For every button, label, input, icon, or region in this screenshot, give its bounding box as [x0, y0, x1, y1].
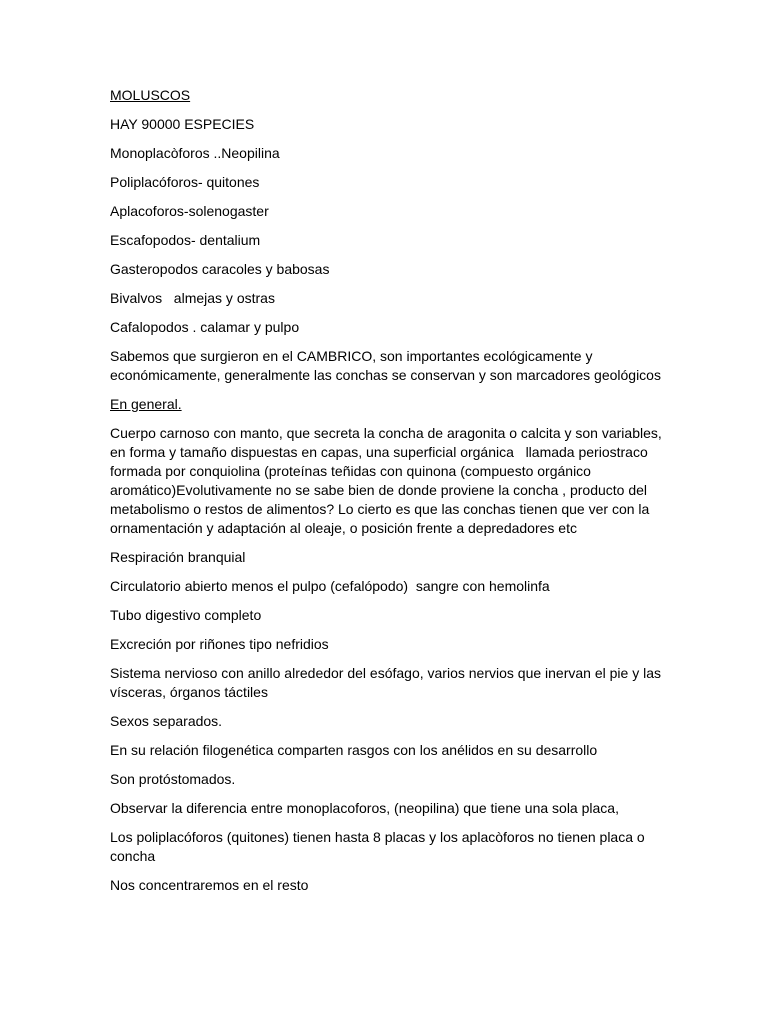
paragraph: Nos concentraremos en el resto	[110, 877, 309, 893]
paragraph: Aplacoforos-solenogaster	[110, 203, 269, 219]
paragraph: Cuerpo carnoso con manto, que secreta la concha de aragonita o calcita y son variables, en forma y tamaño dispuestas en capas, una superficial orgánica llamada periostraco formada por conquiolina (proteínas teñidas con quinona (compuesto orgánico aromático)Evolutivamente no se sabe bien de donde proviene la concha , producto del metabolismo o restos de alimentos? Lo cierto es que las conchas tienen que ver con la ornamentación y adaptación al oleaje, o posición frente a depredadores etc	[110, 425, 666, 536]
paragraph: HAY 90000 ESPECIES	[110, 116, 255, 132]
paragraph: Escafopodos- dentalium	[110, 232, 261, 248]
paragraph: En su relación filogenética comparten rasgos con los anélidos en su desarrollo	[110, 742, 598, 758]
paragraph: Observar la diferencia entre monoplacoforos, (neopilina) que tiene una sola placa,	[110, 800, 619, 816]
paragraph: Poliplacóforos- quitones	[110, 174, 260, 190]
document-title: MOLUSCOS	[110, 87, 191, 103]
paragraph: Respiración branquial	[110, 549, 246, 565]
paragraph: Cafalopodos . calamar y pulpo	[110, 319, 300, 335]
paragraph: Circulatorio abierto menos el pulpo (cefalópodo) sangre con hemolinfa	[110, 578, 550, 594]
document-body	[110, 86, 670, 905]
paragraph: Sexos separados.	[110, 713, 223, 729]
paragraph: Excreción por riñones tipo nefridios	[110, 636, 329, 652]
paragraph: Tubo digestivo completo	[110, 607, 262, 623]
paragraph: Sistema nervioso con anillo alrededor del esófago, varios nervios que inervan el pie y las vísceras, órganos táctiles	[110, 665, 665, 700]
paragraph: Son protóstomados.	[110, 771, 236, 787]
paragraph: Monoplacòforos ..Neopilina	[110, 145, 280, 161]
paragraph: Sabemos que surgieron en el CAMBRICO, son importantes ecológicamente y económicamente, generalmente las conchas se conservan y son marcadores geológicos	[110, 348, 661, 383]
paragraph: Los poliplacóforos (quitones) tienen hasta 8 placas y los aplacòforos no tienen placa o concha	[110, 829, 649, 864]
section-heading: En general.	[110, 396, 182, 412]
paragraph: Bivalvos almejas y ostras	[110, 290, 275, 306]
paragraph: Gasteropodos caracoles y babosas	[110, 261, 330, 277]
